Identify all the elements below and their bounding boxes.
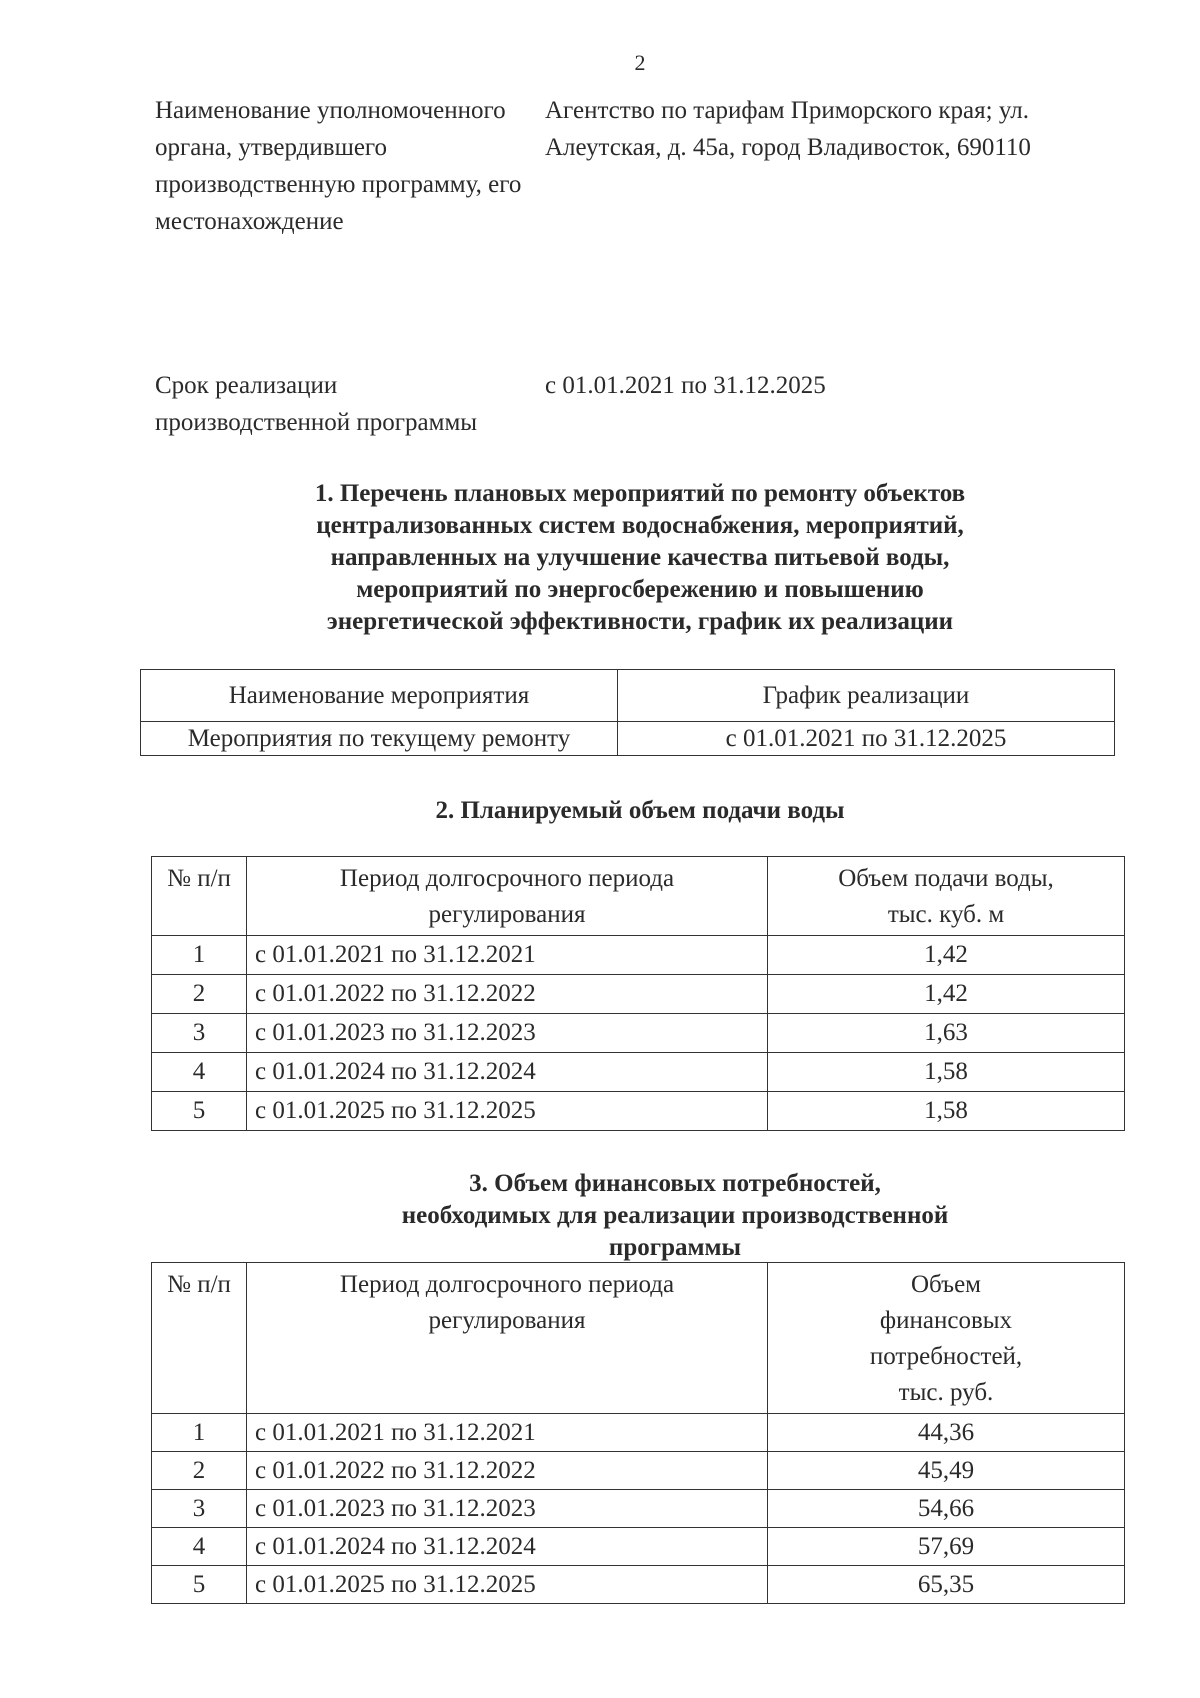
authority-label: Наименование уполномоченного органа, утвердившего производственную программу, его местонахождение	[155, 97, 522, 235]
amount-cell: 65,35	[768, 1566, 1125, 1604]
header-cell: График реализации	[618, 670, 1115, 722]
table-header-row	[152, 857, 1125, 936]
authority-value: Агентство по тарифам Приморского края; ул. Алеутская, д. 45а, город Владивосток, 690110	[545, 97, 1031, 161]
row-number-cell: 2	[152, 1452, 247, 1490]
header-cell: Период долгосрочного периода регулирования	[247, 1263, 768, 1414]
amount-cell: 45,49	[768, 1452, 1125, 1490]
amount-cell: 54,66	[768, 1490, 1125, 1528]
term-value: с 01.01.2021 по 31.12.2025	[545, 372, 826, 399]
section3-title: 3. Объем финансовых потребностей, необходимых для реализации производственной программы	[401, 1170, 949, 1261]
period-cell: с 01.01.2022 по 31.12.2022	[247, 975, 768, 1014]
volume-cell: 1,42	[768, 936, 1125, 975]
term-row	[155, 367, 1105, 447]
section2-table	[151, 856, 1125, 1131]
table-row	[152, 1414, 1125, 1452]
table-row	[152, 1092, 1125, 1131]
period-cell: с 01.01.2025 по 31.12.2025	[247, 1092, 768, 1131]
activity-cell: Мероприятия по текущему ремонту	[141, 722, 618, 756]
row-number-cell: 1	[152, 1414, 247, 1452]
volume-cell: 1,63	[768, 1014, 1125, 1053]
table-row	[152, 936, 1125, 975]
volume-cell: 1,58	[768, 1092, 1125, 1131]
table-header-row	[152, 1263, 1125, 1414]
period-cell: с 01.01.2022 по 31.12.2022	[247, 1452, 768, 1490]
table-row	[152, 1053, 1125, 1092]
amount-cell: 44,36	[768, 1414, 1125, 1452]
section1-table	[140, 669, 1115, 756]
period-cell: с 01.01.2024 по 31.12.2024	[247, 1528, 768, 1566]
section2-title: 2. Планируемый объем подачи воды	[435, 797, 845, 824]
header-cell: Объем подачи воды, тыс. куб. м	[768, 857, 1125, 936]
row-number-cell: 5	[152, 1092, 247, 1131]
row-number-cell: 3	[152, 1490, 247, 1528]
table-header-row	[141, 670, 1115, 722]
period-cell: с 01.01.2025 по 31.12.2025	[247, 1566, 768, 1604]
header-cell: № п/п	[152, 857, 247, 936]
row-number-cell: 5	[152, 1566, 247, 1604]
header-cell: Период долгосрочного периода регулирования	[247, 857, 768, 936]
table-row	[152, 975, 1125, 1014]
row-number-cell: 2	[152, 975, 247, 1014]
period-cell: с 01.01.2023 по 31.12.2023	[247, 1014, 768, 1053]
section3-table	[151, 1262, 1125, 1604]
period-cell: с 01.01.2024 по 31.12.2024	[247, 1053, 768, 1092]
table-row	[152, 1014, 1125, 1053]
period-cell: с 01.01.2021 по 31.12.2021	[247, 1414, 768, 1452]
table-row	[152, 1452, 1125, 1490]
table-row	[141, 722, 1115, 756]
term-label: Срок реализации производственной программы	[155, 372, 478, 436]
row-number-cell: 4	[152, 1528, 247, 1566]
header-cell: Наименование мероприятия	[141, 670, 618, 722]
period-cell: с 01.01.2023 по 31.12.2023	[247, 1490, 768, 1528]
page-number: 2	[634, 50, 646, 75]
header-cell: № п/п	[152, 1263, 247, 1414]
table-row	[152, 1566, 1125, 1604]
schedule-cell: с 01.01.2021 по 31.12.2025	[618, 722, 1115, 756]
volume-cell: 1,58	[768, 1053, 1125, 1092]
row-number-cell: 3	[152, 1014, 247, 1053]
authority-row	[155, 92, 1105, 322]
header-cell: Объем финансовых потребностей, тыс. руб.	[768, 1263, 1125, 1414]
row-number-cell: 4	[152, 1053, 247, 1092]
table-row	[152, 1528, 1125, 1566]
row-number-cell: 1	[152, 936, 247, 975]
volume-cell: 1,42	[768, 975, 1125, 1014]
section1-title: 1. Перечень плановых мероприятий по ремонту объектов централизованных систем водоснабжения, мероприятий, направленных на улучшение качества питьевой воды, мероприятий по энергосбережению и повышению энергетической эффективности, график их реализации	[314, 480, 966, 635]
period-cell: с 01.01.2021 по 31.12.2021	[247, 936, 768, 975]
table-row	[152, 1490, 1125, 1528]
amount-cell: 57,69	[768, 1528, 1125, 1566]
